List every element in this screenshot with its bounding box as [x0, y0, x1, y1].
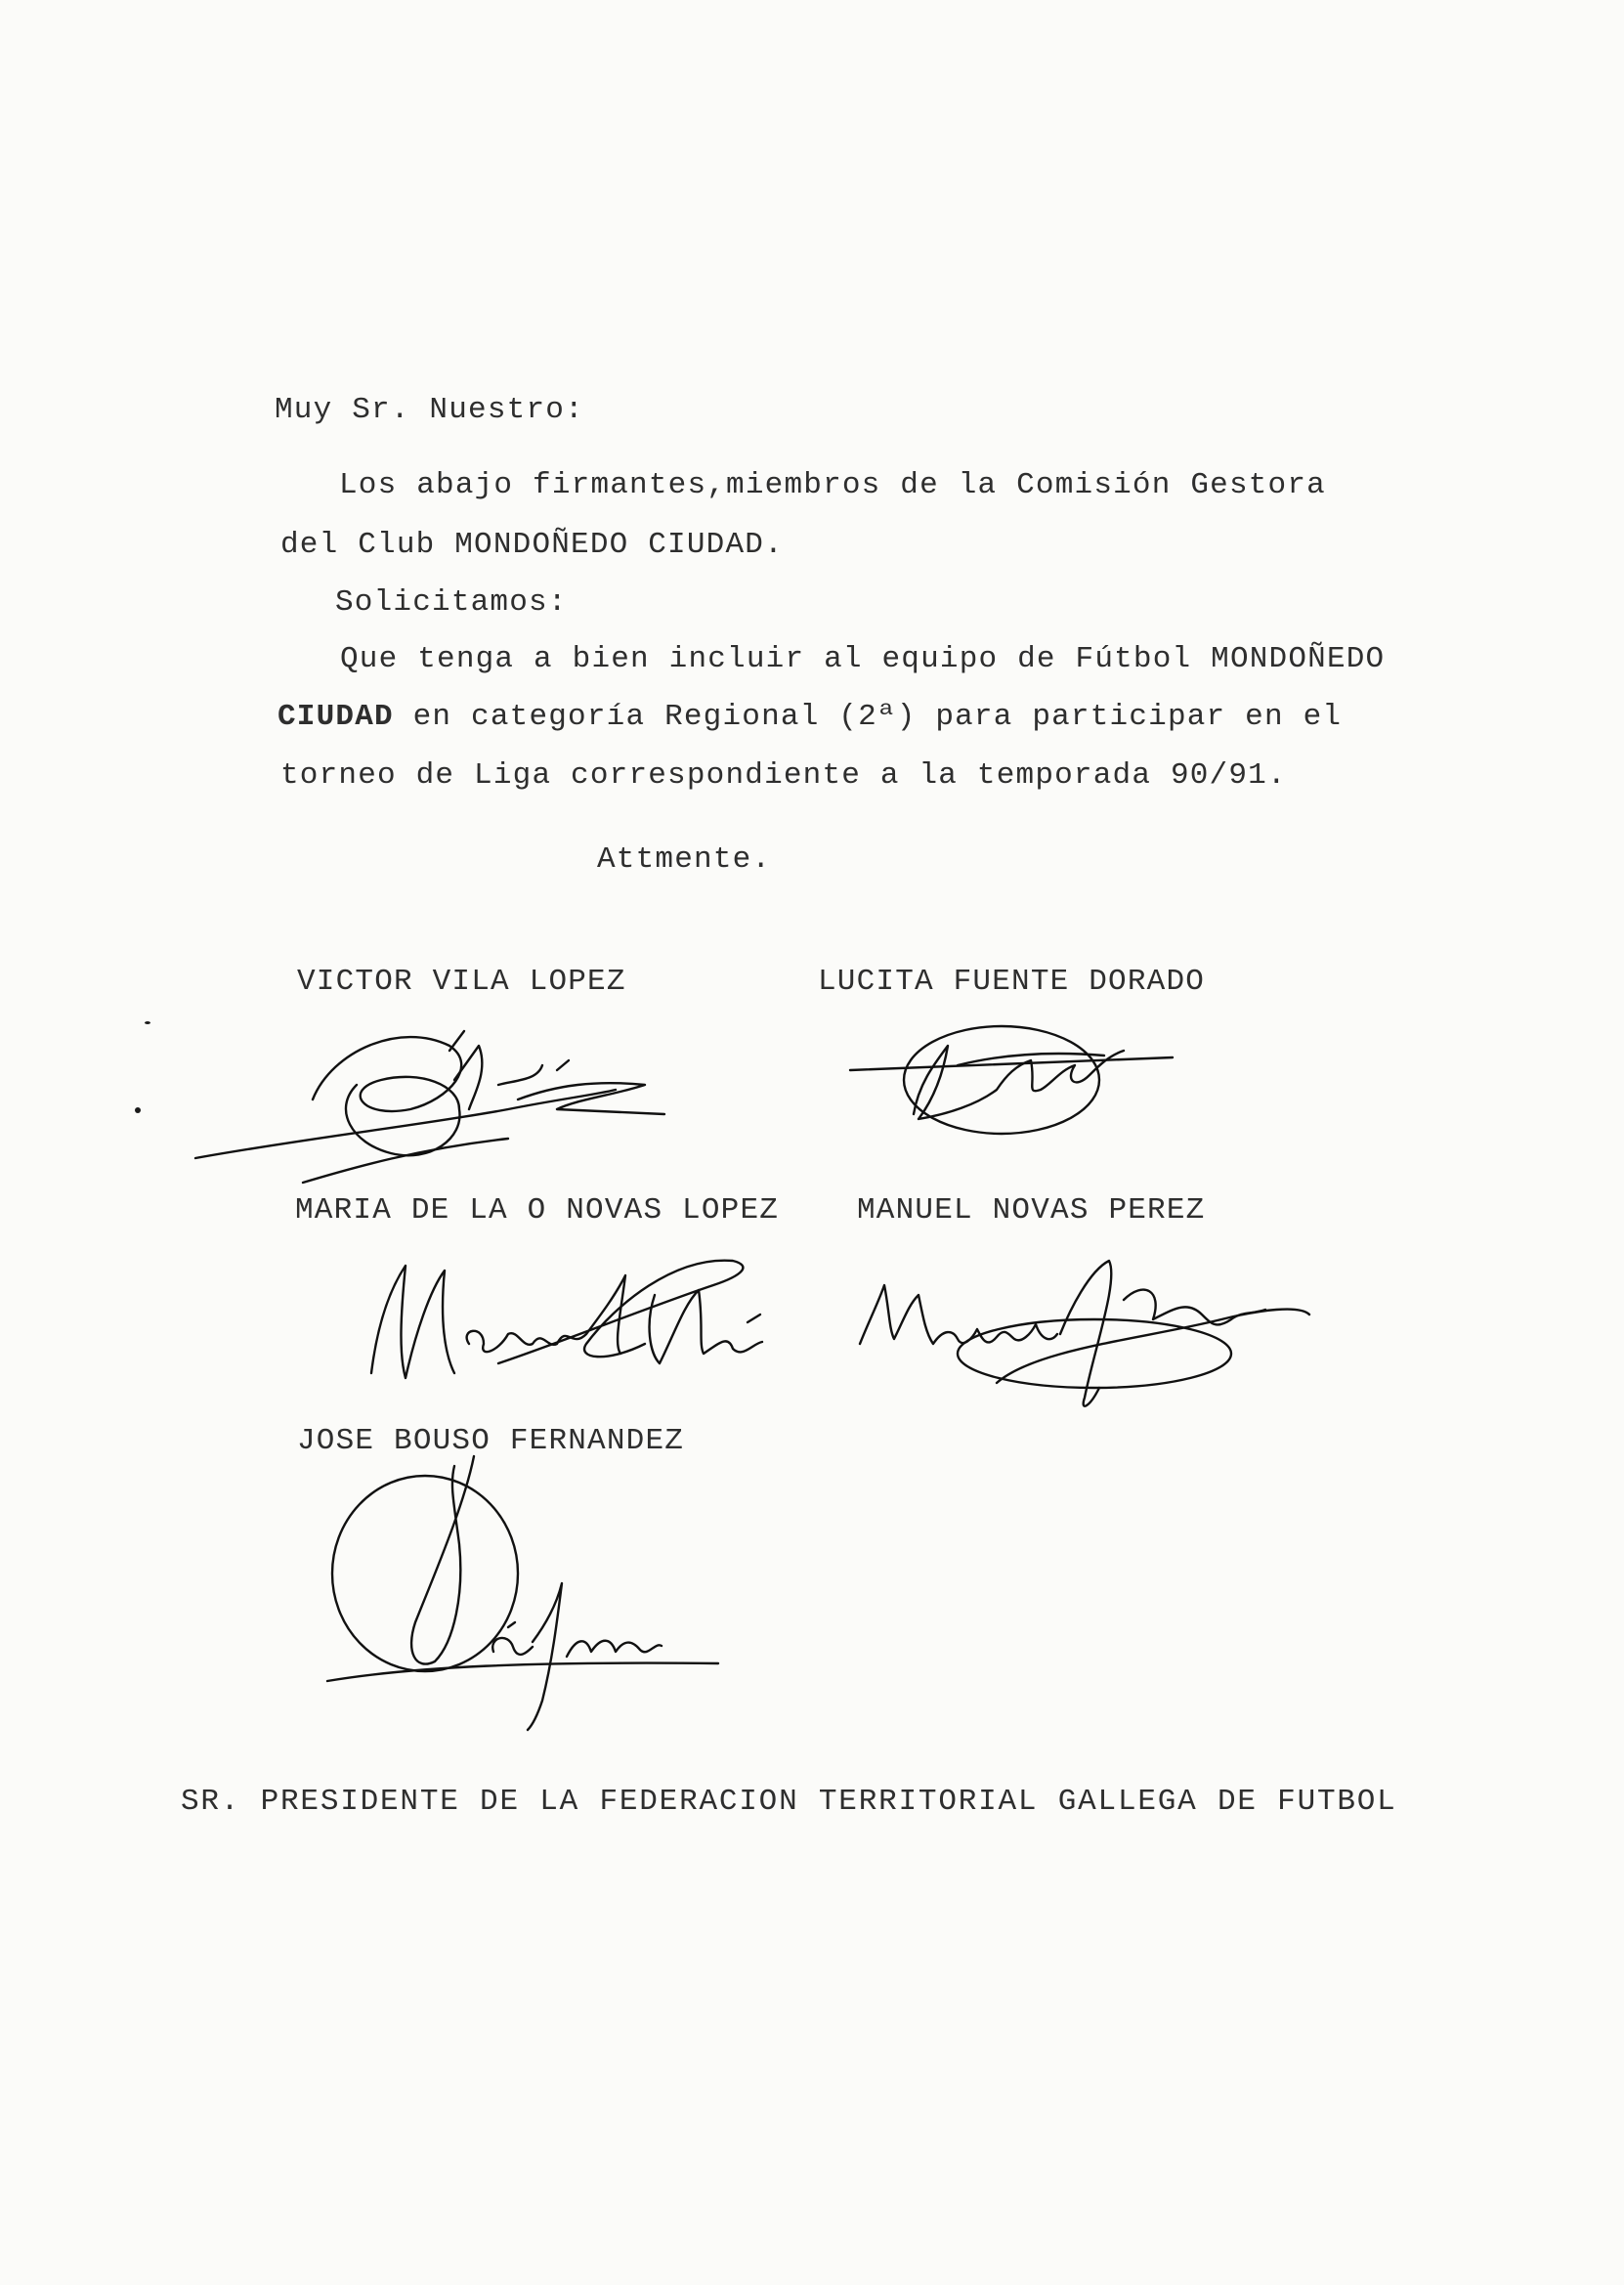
signatory-name-victor: VICTOR VILA LOPEZ — [297, 965, 626, 999]
signature-jose-bouso-fernandez — [318, 1446, 728, 1730]
salutation: Muy Sr. Nuestro: — [275, 393, 584, 427]
request-line-1: Que tenga a bien incluir al equipo de Fútbol MONDOÑEDO — [340, 642, 1386, 676]
request-line-3: torneo de Liga correspondiente a la temporada 90/91. — [280, 758, 1287, 793]
scan-speck — [135, 1107, 141, 1113]
closing: Attmente. — [597, 842, 772, 877]
signatory-name-jose: JOSE BOUSO FERNANDEZ — [297, 1424, 685, 1458]
request-heading: Solicitamos: — [335, 585, 568, 620]
addressee: SR. PRESIDENTE DE LA FEDERACION TERRITORIAL GALLEGA DE FUTBOL — [181, 1785, 1397, 1819]
scan-speck — [145, 1021, 150, 1024]
signature-victor-vila-lopez — [186, 992, 694, 1187]
intro-line-2: del Club MONDOÑEDO CIUDAD. — [280, 528, 784, 562]
request-line-2 — [278, 698, 1342, 737]
request-line-2-club: CIUDAD — [278, 700, 394, 734]
request-line-2-rest: en categoría Regional (2ª) para participar en el — [393, 700, 1343, 734]
signature-manuel-novas-perez — [850, 1241, 1319, 1417]
intro-line-1: Los abajo firmantes,miembros de la Comisión Gestora — [339, 468, 1326, 502]
signatory-name-manuel: MANUEL NOVAS PEREZ — [857, 1193, 1206, 1228]
signatory-name-lucita: LUCITA FUENTE DORADO — [818, 965, 1206, 999]
signatory-name-maria: MARIA DE LA O NOVAS LOPEZ — [295, 1193, 780, 1228]
signature-lucita-fuente-dorado — [840, 997, 1192, 1143]
signature-maria-novas-lopez — [362, 1236, 772, 1393]
